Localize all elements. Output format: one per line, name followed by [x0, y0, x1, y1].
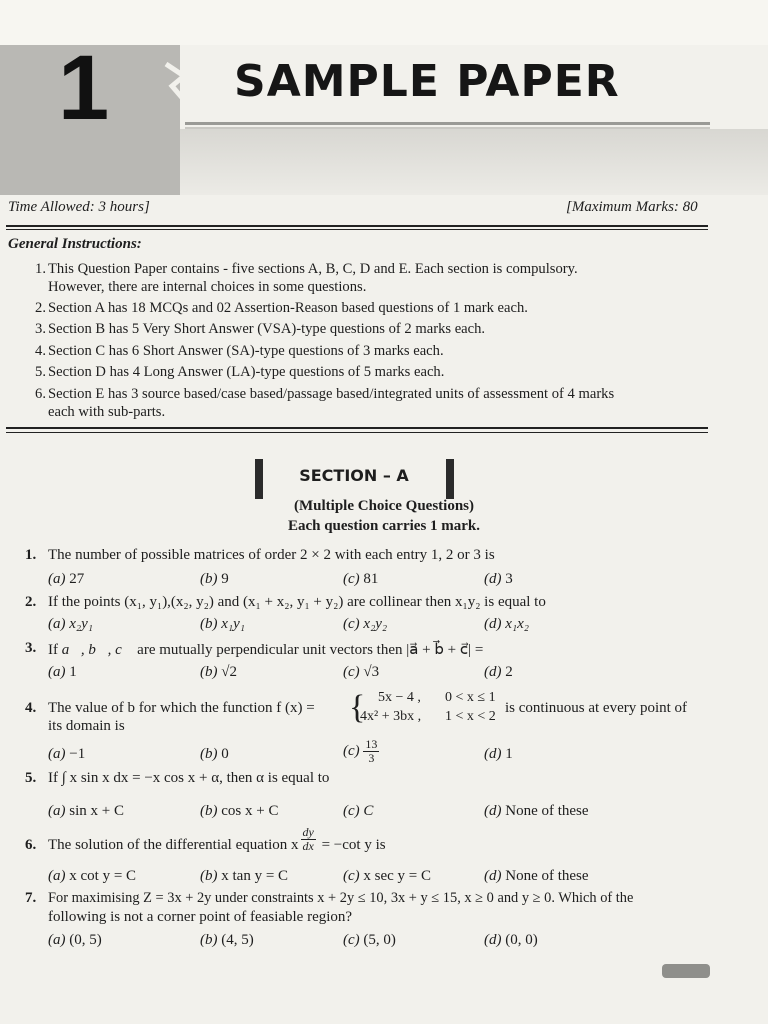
left-brace-icon: { — [349, 689, 366, 726]
section-title: SECTION – A — [299, 466, 409, 485]
question-3: 3. If a⃗, b⃗, c⃗ are mutually perpendicular unit vectors then |a⃗ + b⃗ + c⃗| = (a) 1 (b) √2 (c) √3 (d) 2 — [25, 640, 513, 680]
paper-number: 1 — [58, 37, 110, 139]
question-6: 6. The solution of the differential equation x $\frac{dy}{dx}$ = −cot y is (a) x cot y = C (b) x tan y = C (c) x sec y = C (d) None of these — [25, 825, 589, 884]
title-underline — [185, 122, 710, 125]
time-allowed: Time Allowed: 3 hours] — [8, 199, 150, 215]
page-number-smudge — [662, 964, 710, 978]
title-underline-light — [185, 127, 710, 129]
question-7: 7. For maximising Z = 3x + 2y under constraints x + 2y ≤ 10, 3x + y ≤ 15, x ≥ 0 and y ≥ 0. Which of the following is not a corner point of feasiable region? (a) (0, 5) (b) (4, 5) (c) (5, 0) (d) (0, 0) — [25, 890, 634, 948]
section-bar-right — [446, 459, 454, 499]
question-2: 2. If the points (x₁, y₁),(x₂, y₂) and (x₁ + x₂, y₁ + y₂) are collinear then x₁y₂ is equal to (a) x₂y₁ (b) x₁y₁ (c) x₂y₂ (d) x₁x₂ — [25, 594, 546, 632]
section-note: Each question carries 1 mark. — [287, 518, 481, 534]
question-4: 4. The value of b for which the function f (x) = { 5x − 4 , 0 < x ≤ 1 4x² + 3bx , 1 < x < 2 is continuous at every point of its domain is (a) −1 (b) 0 (c) $\frac{13}{3}$ (d) 1 — [25, 689, 688, 765]
maximum-marks: [Maximum Marks: 80 — [566, 199, 698, 215]
page-top-margin — [0, 0, 768, 45]
bracket-hook-icon — [162, 62, 192, 102]
divider — [6, 427, 708, 429]
instructions-heading: General Instructions: — [8, 236, 142, 252]
divider — [6, 225, 708, 227]
divider — [6, 432, 708, 433]
title-shadow-band — [180, 129, 768, 195]
question-5: 5. If ∫ x sin x dx = −x cos x + α, then α is equal to (a) sin x + C (b) cos x + C (c) C (d) None of these — [25, 770, 589, 819]
page-title: SAMPLE PAPER — [234, 56, 620, 107]
divider — [6, 229, 708, 230]
question-1: 1. The number of possible matrices of order 2 × 2 with each entry 1, 2 or 3 is (a) 27 (b) 9 (c) 81 (d) 3 — [25, 547, 513, 587]
section-subtitle: (Multiple Choice Questions) — [294, 498, 474, 514]
